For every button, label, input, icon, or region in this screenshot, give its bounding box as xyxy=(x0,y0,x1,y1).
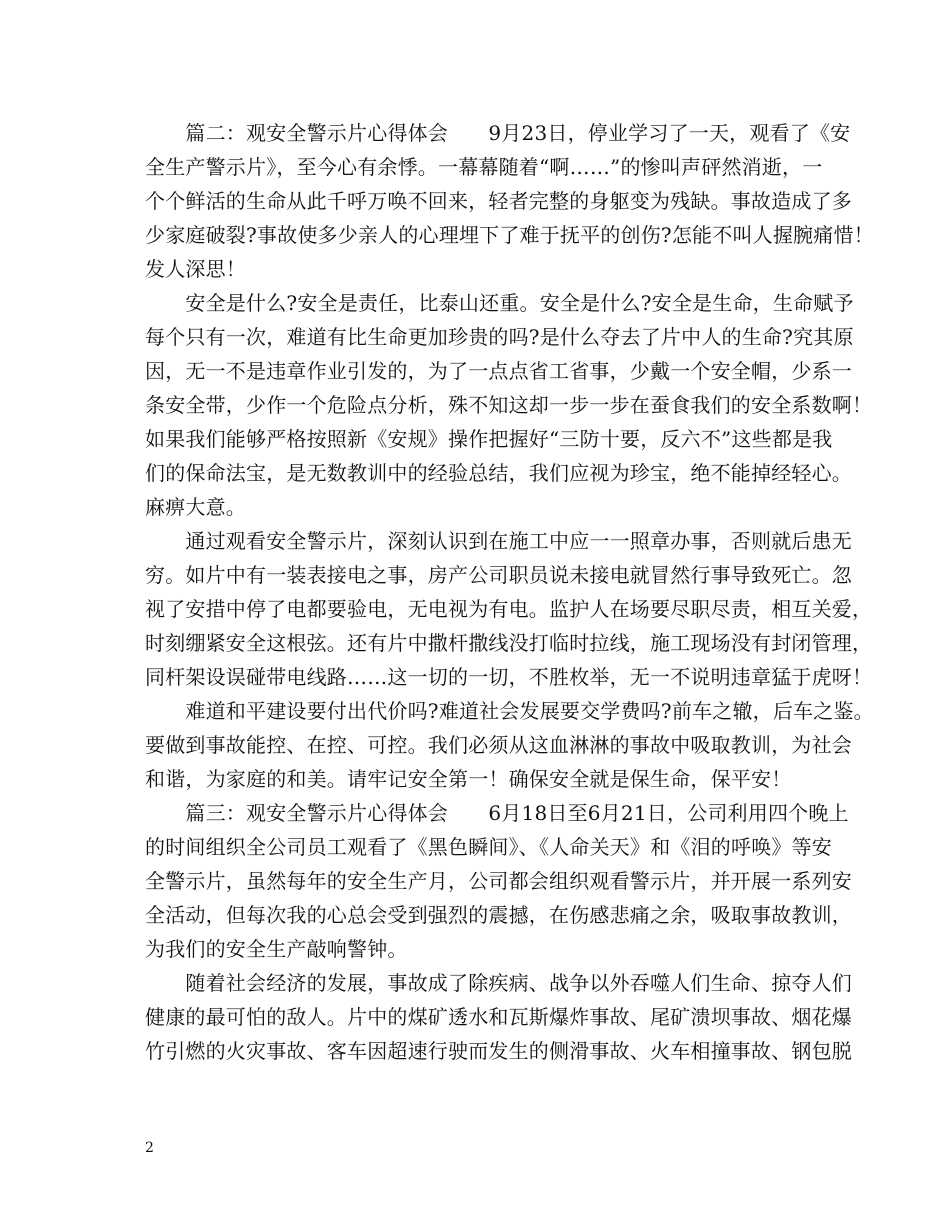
page-number: 2 xyxy=(145,1140,154,1156)
text-line: 为我们的安全生产敲响警钟。 xyxy=(145,937,408,961)
text-line: 因，无一不是违章作业引发的，为了一点点省工省事，少戴一个安全帽，少系一 xyxy=(145,359,852,383)
text-line: 和谐，为家庭的和美。请牢记安全第一！确保安全就是保生命，保平安！ xyxy=(145,767,792,791)
text-line: 时刻绷紧安全这根弦。还有片中撒杆撒线没打临时拉线，施工现场没有封闭管理， xyxy=(145,631,873,655)
text-line: 麻痹大意。 xyxy=(145,495,246,519)
text-line: 安全是什么?安全是责任，比泰山还重。安全是什么?安全是生命，生命赋予 xyxy=(145,291,854,315)
text-line: 少家庭破裂?事故使多少亲人的心理埋下了难于抚平的创伤?怎能不叫人握腕痛惜！ xyxy=(145,223,874,247)
text-line: 篇三：观安全警示片心得体会 6月18日至6月21日，公司利用四个晚上 xyxy=(145,801,849,825)
text-line: 难道和平建设要付出代价吗?难道社会发展要交学费吗?前车之辙，后车之鉴。 xyxy=(145,699,874,723)
text-line: 同杆架设误碰带电线路……这一切的一切，不胜枚举，无一不说明违章猛于虎呀！ xyxy=(145,665,873,689)
text-line: 穷。如片中有一装表接电之事，房产公司职员说未接电就冒然行事导致死亡。忽 xyxy=(145,563,852,587)
text-line: 通过观看安全警示片，深刻认识到在施工中应一一照章办事，否则就后患无 xyxy=(145,529,852,553)
text-line: 视了安措中停了电都要验电，无电视为有电。监护人在场要尽职尽责，相互关爱， xyxy=(145,597,873,621)
text-line: 条安全带，少作一个危险点分析，殊不知这却一步一步在蚕食我们的安全系数啊！ xyxy=(145,393,873,417)
text-line: 个个鲜活的生命从此千呼万唤不回来，轻者完整的身躯变为残缺。事故造成了多 xyxy=(145,189,852,213)
text-line: 发人深思！ xyxy=(145,257,246,281)
text-line: 要做到事故能控、在控、可控。我们必须从这血淋淋的事故中吸取教训，为社会 xyxy=(145,733,852,757)
text-line: 全活动，但每次我的心总会受到强烈的震撼，在伤感悲痛之余，吸取事故教训， xyxy=(145,903,852,927)
text-line: 篇二：观安全警示片心得体会 9月23日，停业学习了一天，观看了《安 xyxy=(145,121,851,145)
text-line: 每个只有一次，难道有比生命更加珍贵的吗?是什么夺去了片中人的生命?究其原 xyxy=(145,325,854,349)
text-line: 竹引燃的火灾事故、客车因超速行驶而发生的侧滑事故、火车相撞事故、钢包脱 xyxy=(145,1039,852,1063)
text-line: 如果我们能够严格按照新《安规》操作把握好“三防十要，反六不”这些都是我 xyxy=(145,427,833,451)
text-line: 健康的最可怕的敌人。片中的煤矿透水和瓦斯爆炸事故、尾矿溃坝事故、烟花爆 xyxy=(145,1005,852,1029)
text-line: 全警示片，虽然每年的安全生产月，公司都会组织观看警示片，并开展一系列安 xyxy=(145,869,852,893)
text-line: 随着社会经济的发展，事故成了除疾病、战争以外吞噬人们生命、掠夺人们 xyxy=(145,971,852,995)
text-line: 们的保命法宝，是无数教训中的经验总结，我们应视为珍宝，绝不能掉经轻心。 xyxy=(145,461,852,485)
text-line: 的时间组织全公司员工观看了《黑色瞬间》、《人命关天》和《泪的呼唤》等安 xyxy=(145,835,832,859)
text-line: 全生产警示片》，至今心有余悸。一幕幕随着“啊……”的惨叫声砰然消逝，一 xyxy=(145,155,823,179)
